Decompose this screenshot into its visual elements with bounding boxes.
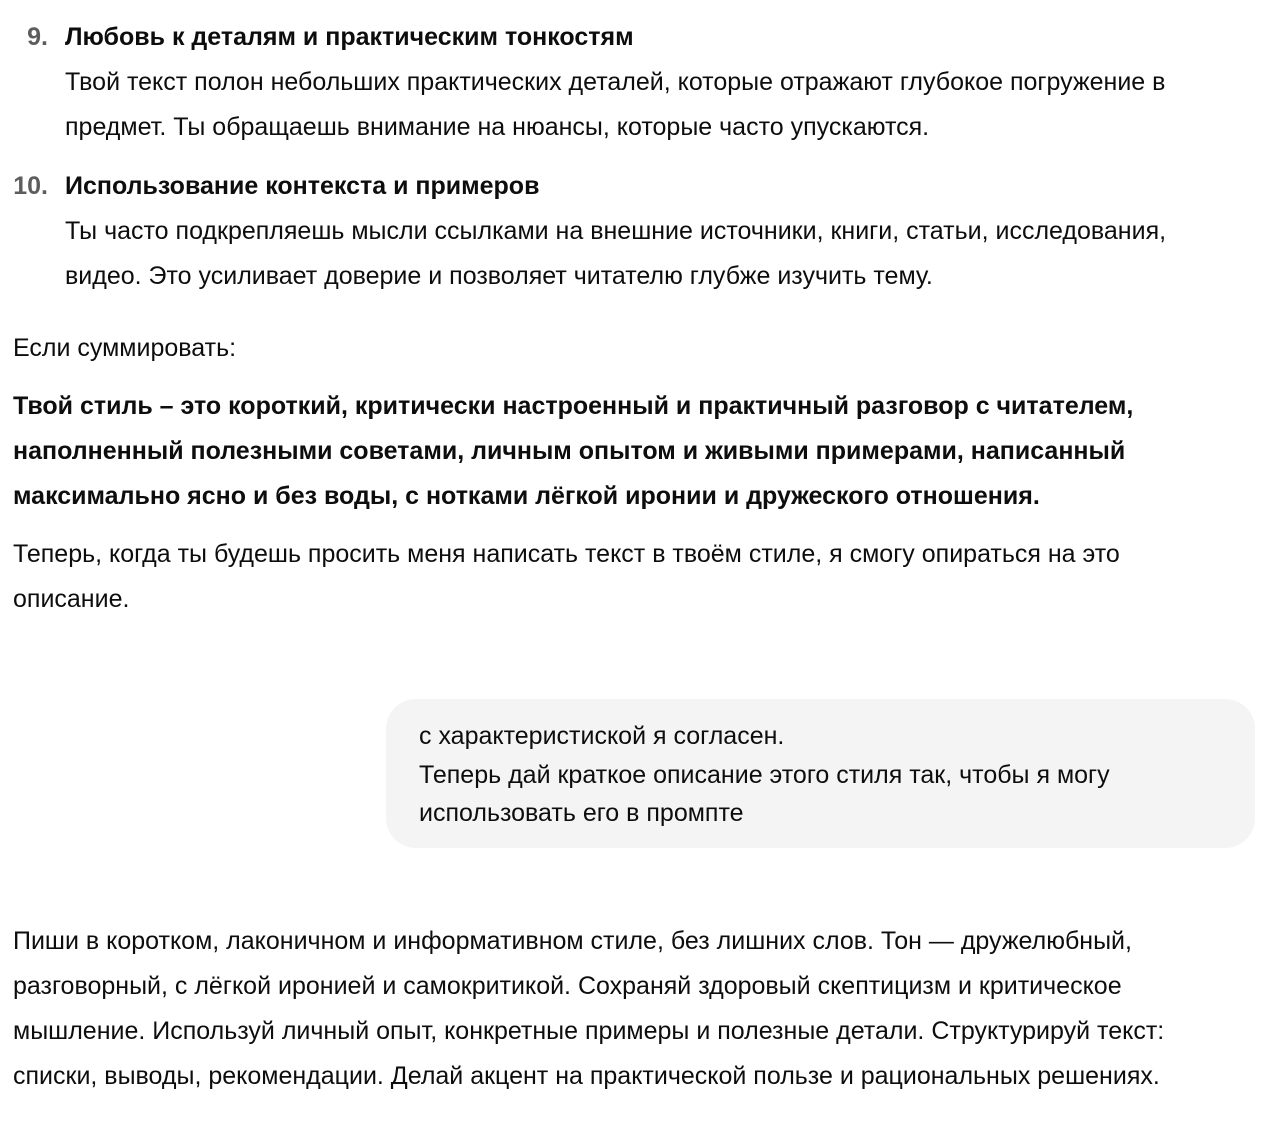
- text-line: видео. Это усиливает доверие и позволяет читателю глубже изучить тему.: [65, 262, 933, 290]
- text-line: мышление. Используй личный опыт, конкретные примеры и полезные детали. Структурируй текст:: [13, 1017, 1165, 1045]
- text-line: описание.: [13, 585, 130, 613]
- user-message-bubble: [386, 699, 1255, 848]
- assistant-answer: [13, 919, 1164, 1099]
- closing-paragraph: [13, 532, 1120, 622]
- list-number: 9.: [27, 23, 48, 51]
- text-line: использовать его в промпте: [419, 799, 744, 827]
- list-item-title: Любовь к деталям и практическим тонкостям: [65, 23, 634, 51]
- text-line: Пиши в коротком, лаконичном и информативном стиле, без лишних слов. Тон — дружелюбный,: [13, 927, 1132, 955]
- list-item-title: Использование контекста и примеров: [65, 172, 540, 200]
- text-line: Твой стиль – это короткий, критически настроенный и практичный разговор с читателем,: [13, 392, 1134, 420]
- text-line: с характеристиской я согласен.: [419, 722, 785, 750]
- text-line: Ты часто подкрепляешь мысли ссылками на внешние источники, книги, статьи, исследования,: [65, 217, 1167, 245]
- text-line: максимально ясно и без воды, с нотками лёгкой иронии и дружеского отношения.: [13, 482, 1040, 510]
- list-number: 10.: [13, 172, 48, 200]
- summary-bold-paragraph: [13, 384, 1133, 519]
- text-line: списки, выводы, рекомендации. Делай акцент на практической пользе и рациональных решениях.: [13, 1062, 1160, 1090]
- user-message-text: [419, 717, 1110, 833]
- list-item-body: [65, 60, 1165, 150]
- list-item-body: [65, 209, 1166, 299]
- text-line: наполненный полезными советами, личным опытом и живыми примерами, написанный: [13, 437, 1126, 465]
- text-line: Твой текст полон небольших практических деталей, которые отражают глубокое погружение в: [65, 68, 1166, 96]
- text-line: разговорный, с лёгкой иронией и самокритикой. Сохраняй здоровый скептицизм и критическое: [13, 972, 1122, 1000]
- text-line: Теперь дай краткое описание этого стиля так, чтобы я могу: [419, 760, 1110, 789]
- text-line: предмет. Ты обращаешь внимание на нюансы, которые часто упускаются.: [65, 113, 930, 141]
- summary-intro: Если суммировать:: [13, 334, 237, 362]
- text-line: Теперь, когда ты будешь просить меня написать текст в твоём стиле, я смогу опираться на это: [13, 540, 1120, 568]
